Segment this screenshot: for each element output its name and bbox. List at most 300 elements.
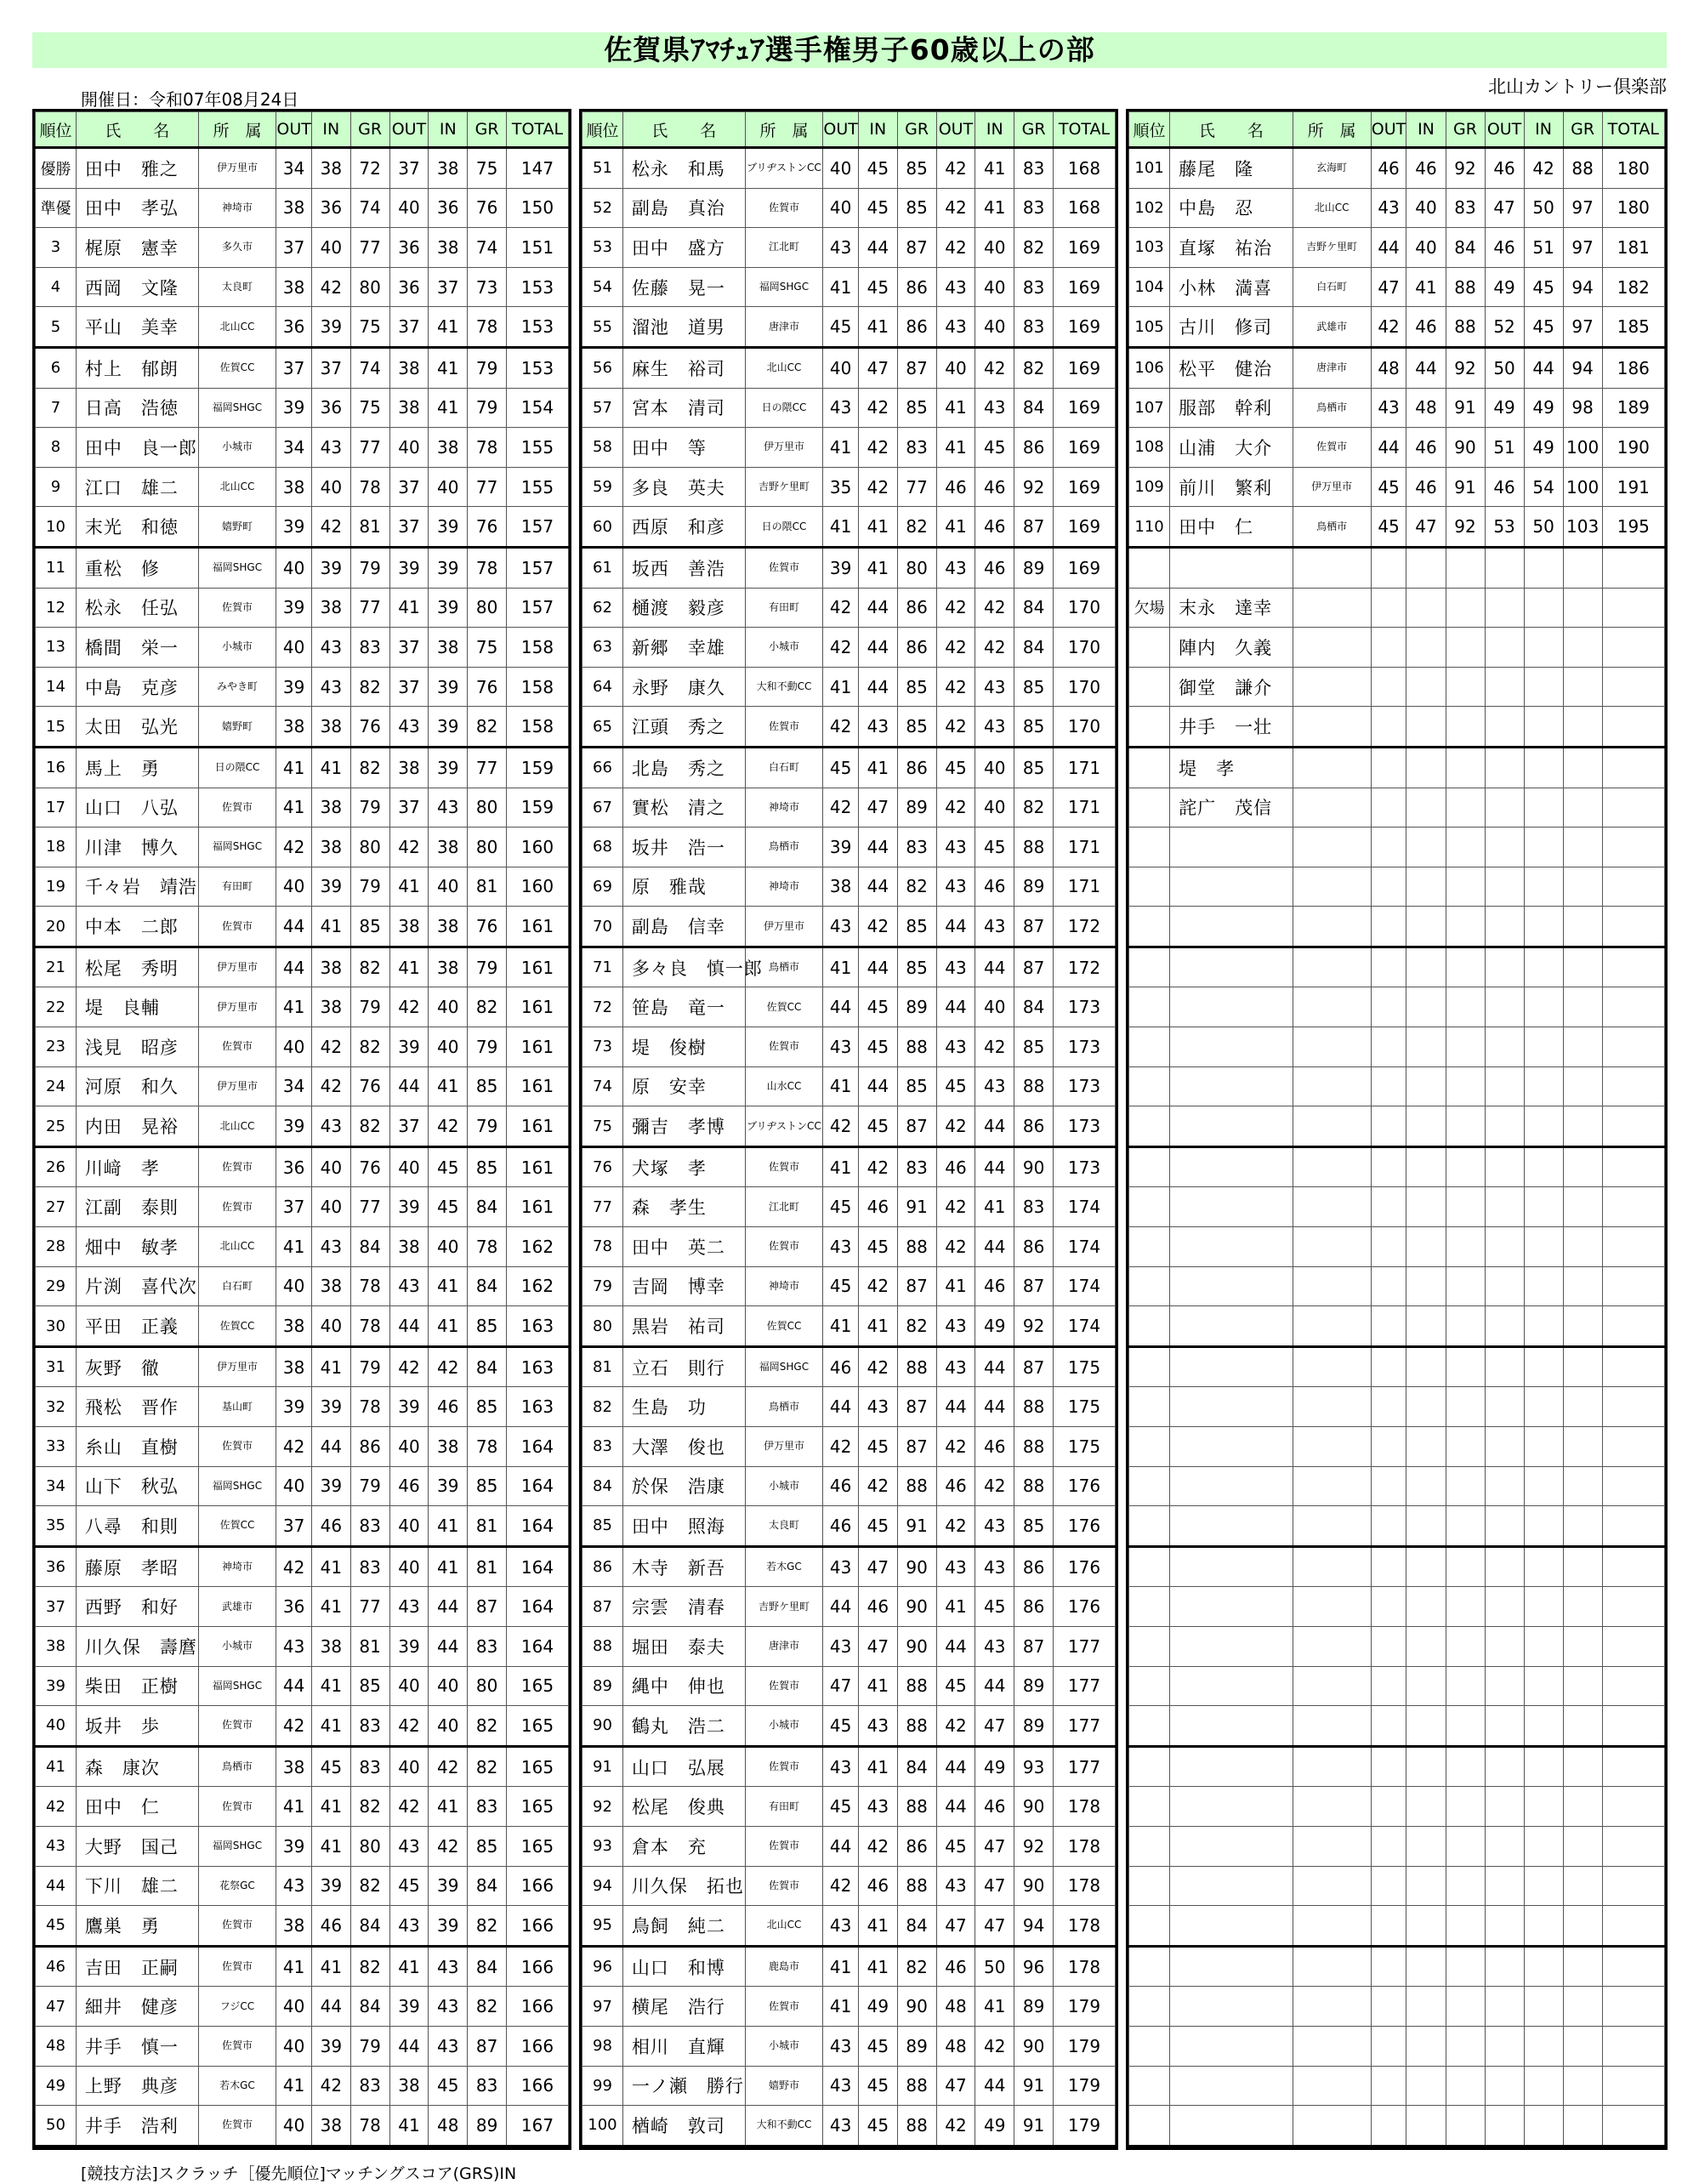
out-1: 43	[823, 388, 859, 428]
rank: 96	[582, 1946, 623, 1987]
empty-cell	[1485, 1427, 1524, 1467]
empty-cell	[1485, 707, 1524, 748]
player-name: 黒岩 祐司	[622, 1306, 745, 1347]
table-row	[36, 388, 569, 428]
empty-cell	[1371, 2026, 1406, 2066]
affiliation: 多久市	[198, 228, 276, 268]
rank: 54	[582, 267, 623, 307]
in-1: 39	[311, 1866, 350, 1906]
in-2: 38	[429, 628, 468, 668]
out-1: 43	[1371, 188, 1406, 228]
out-1: 42	[1371, 307, 1406, 348]
empty-cell	[1293, 1227, 1371, 1267]
empty-cell	[1170, 867, 1293, 907]
out-2: 38	[389, 907, 429, 947]
out-2: 42	[389, 1346, 429, 1387]
empty-cell	[1524, 1106, 1563, 1147]
out-1: 34	[276, 1066, 312, 1106]
empty-cell	[1170, 2066, 1293, 2106]
table-row	[582, 788, 1116, 828]
empty-cell	[1293, 747, 1371, 788]
gross-2: 79	[468, 388, 507, 428]
rank: 55	[582, 307, 623, 348]
gross-2: 76	[468, 907, 507, 947]
empty-cell	[1446, 1626, 1485, 1666]
table-row	[1129, 467, 1665, 507]
gross-2: 82	[468, 1706, 507, 1747]
in-2: 41	[429, 388, 468, 428]
out-1: 44	[276, 1666, 312, 1706]
table-row	[582, 1387, 1116, 1427]
gross-1: 84	[350, 1987, 389, 2027]
out-1: 37	[276, 228, 312, 268]
out-2: 40	[389, 428, 429, 468]
empty-cell	[1129, 547, 1170, 588]
empty-cell	[1170, 1666, 1293, 1706]
player-name: 於保 浩康	[622, 1466, 745, 1506]
gross-2: 85	[1014, 747, 1054, 788]
in-2: 39	[429, 1466, 468, 1506]
out-2: 40	[389, 188, 429, 228]
empty-cell	[1563, 2026, 1602, 2066]
total: 154	[506, 388, 568, 428]
gross-2: 87	[1014, 907, 1054, 947]
empty-cell	[1293, 867, 1371, 907]
empty-cell	[1446, 2066, 1485, 2106]
empty-cell	[1293, 1466, 1371, 1506]
gross-1: 90	[1446, 428, 1485, 468]
empty-cell	[1293, 1306, 1371, 1347]
empty-cell	[1170, 1427, 1293, 1467]
out-1: 38	[276, 188, 312, 228]
empty-cell	[1524, 1626, 1563, 1666]
empty-cell	[1446, 1346, 1485, 1387]
gross-2: 90	[1014, 1866, 1054, 1906]
table-row	[1129, 947, 1665, 987]
table-row	[36, 428, 569, 468]
player-name: 新郷 幸雄	[622, 628, 745, 668]
out-2: 42	[936, 628, 975, 668]
in-1: 41	[311, 907, 350, 947]
in-1: 42	[311, 2066, 350, 2106]
gross-2: 90	[1014, 2026, 1054, 2066]
table-row	[1129, 1866, 1665, 1906]
gross-1: 78	[350, 1266, 389, 1306]
empty-cell	[1602, 1187, 1664, 1227]
empty-cell	[1485, 1027, 1524, 1067]
empty-cell	[1524, 1346, 1563, 1387]
in-1: 46	[858, 1866, 897, 1906]
empty-cell	[1371, 1387, 1406, 1427]
empty-cell	[1563, 907, 1602, 947]
table-row	[36, 1346, 569, 1387]
in-2: 50	[1524, 188, 1563, 228]
empty-cell	[1293, 1906, 1371, 1947]
empty-cell	[1602, 2066, 1664, 2106]
in-1: 47	[858, 1546, 897, 1587]
affiliation: 佐賀市	[745, 1987, 823, 2027]
in-2: 46	[975, 547, 1014, 588]
in-2: 43	[975, 1626, 1014, 1666]
rank: 11	[36, 547, 77, 588]
table-row	[36, 148, 569, 189]
in-2: 40	[429, 867, 468, 907]
gross-1: 86	[897, 628, 936, 668]
empty-cell	[1170, 1706, 1293, 1747]
empty-cell	[1563, 588, 1602, 628]
table-row	[582, 148, 1116, 189]
out-2: 42	[389, 828, 429, 867]
empty-cell	[1170, 907, 1293, 947]
affiliation: 武雄市	[1293, 307, 1371, 348]
affiliation: 福岡SHGC	[745, 267, 823, 307]
in-2: 43	[975, 907, 1014, 947]
affiliation: 福岡SHGC	[198, 1666, 276, 1706]
rank: 63	[582, 628, 623, 668]
player-name: 平田 正義	[76, 1306, 198, 1347]
out-2: 39	[389, 1027, 429, 1067]
rank: 68	[582, 828, 623, 867]
empty-cell	[1446, 1946, 1485, 1987]
gross-2: 90	[1014, 1787, 1054, 1827]
table-row	[582, 1466, 1116, 1506]
out-1: 42	[823, 628, 859, 668]
empty-cell	[1563, 1387, 1602, 1427]
gross-1: 85	[350, 1666, 389, 1706]
affiliation: 吉野ケ里町	[745, 1587, 823, 1627]
empty-cell	[1129, 867, 1170, 907]
out-1: 38	[276, 1746, 312, 1787]
table-row	[582, 307, 1116, 348]
affiliation: 佐賀市	[745, 1866, 823, 1906]
empty-cell	[1406, 1387, 1446, 1427]
empty-cell	[1129, 1546, 1170, 1587]
table-row	[582, 1826, 1116, 1866]
gross-1: 92	[1446, 148, 1485, 189]
empty-cell	[1446, 1466, 1485, 1506]
out-2: 40	[389, 1427, 429, 1467]
total: 164	[506, 1546, 568, 1587]
empty-cell	[1406, 1266, 1446, 1306]
out-1: 39	[823, 547, 859, 588]
out-1: 40	[823, 347, 859, 388]
empty-cell	[1524, 1306, 1563, 1347]
empty-cell	[1524, 1427, 1563, 1467]
rank: 19	[36, 867, 77, 907]
in-1: 41	[858, 307, 897, 348]
gross-1: 88	[897, 1227, 936, 1267]
affiliation: 北山CC	[745, 1906, 823, 1947]
affiliation: 玄海町	[1293, 148, 1371, 189]
player-name: 堤 俊樹	[622, 1027, 745, 1067]
out-2: 49	[1485, 267, 1524, 307]
empty-cell	[1524, 828, 1563, 867]
empty-cell	[1446, 2026, 1485, 2066]
gross-2: 79	[468, 947, 507, 987]
in-1: 46	[1406, 428, 1446, 468]
table-row	[36, 547, 569, 588]
empty-cell	[1446, 1066, 1485, 1106]
total: 169	[1053, 428, 1115, 468]
gross-1: 76	[350, 1146, 389, 1187]
empty-cell	[1293, 628, 1371, 668]
in-1: 39	[311, 1466, 350, 1506]
affiliation: 佐賀市	[198, 907, 276, 947]
player-name: 立石 則行	[622, 1346, 745, 1387]
out-2: 46	[936, 1146, 975, 1187]
gross-2: 79	[468, 347, 507, 388]
gross-2: 83	[468, 1626, 507, 1666]
total: 171	[1053, 867, 1115, 907]
out-2: 37	[389, 148, 429, 189]
rank: 75	[582, 1106, 623, 1147]
affiliation: 佐賀CC	[745, 987, 823, 1027]
out-2: 43	[389, 1826, 429, 1866]
affiliation: 大和不動CC	[745, 2106, 823, 2147]
affiliation: 鳥栖市	[745, 828, 823, 867]
table-row	[582, 667, 1116, 707]
header-out-1: OUT	[1371, 112, 1406, 148]
rank: 49	[36, 2066, 77, 2106]
in-1: 42	[858, 428, 897, 468]
table-row	[1129, 628, 1665, 668]
table-row	[36, 307, 569, 348]
affiliation: 北山CC	[198, 467, 276, 507]
results-panel-3	[1126, 109, 1668, 2150]
gross-2: 92	[1014, 467, 1054, 507]
empty-cell	[1524, 788, 1563, 828]
empty-cell	[1524, 907, 1563, 947]
empty-cell	[1524, 1866, 1563, 1906]
empty-cell	[1485, 1946, 1524, 1987]
out-2: 41	[936, 428, 975, 468]
out-2: 43	[389, 1906, 429, 1947]
total: 155	[506, 467, 568, 507]
affiliation: 佐賀市	[198, 1706, 276, 1747]
empty-cell	[1371, 1306, 1406, 1347]
out-2: 46	[936, 1946, 975, 1987]
in-2: 46	[429, 1387, 468, 1427]
player-name: 片渕 喜代次	[76, 1266, 198, 1306]
affiliation: 北山CC	[1293, 188, 1371, 228]
gross-1: 88	[1446, 267, 1485, 307]
total: 157	[506, 588, 568, 628]
gross-1: 82	[350, 667, 389, 707]
out-1: 40	[276, 1027, 312, 1067]
out-1: 43	[823, 1906, 859, 1947]
empty-cell	[1563, 1306, 1602, 1347]
in-1: 38	[311, 987, 350, 1027]
empty-cell	[1524, 1666, 1563, 1706]
table-row	[1129, 1746, 1665, 1787]
player-name: 下川 雄二	[76, 1866, 198, 1906]
empty-cell	[1485, 1746, 1524, 1787]
gross-2: 87	[1014, 1266, 1054, 1306]
player-name: 溜池 道男	[622, 307, 745, 348]
total: 179	[1053, 2026, 1115, 2066]
affiliation: 佐賀CC	[198, 1506, 276, 1547]
out-1: 40	[276, 547, 312, 588]
total: 176	[1053, 1506, 1115, 1547]
gross-2: 81	[468, 1546, 507, 1587]
gross-1: 86	[897, 307, 936, 348]
out-2: 42	[389, 1787, 429, 1827]
player-name: 重松 修	[76, 547, 198, 588]
affiliation: 吉野ケ里町	[745, 467, 823, 507]
table-row	[36, 267, 569, 307]
rank: 26	[36, 1146, 77, 1187]
in-2: 45	[1524, 267, 1563, 307]
in-1: 43	[858, 1787, 897, 1827]
empty-cell	[1524, 867, 1563, 907]
player-name: 江口 雄二	[76, 467, 198, 507]
gross-1: 82	[350, 1106, 389, 1147]
empty-cell	[1446, 588, 1485, 628]
empty-cell	[1293, 1106, 1371, 1147]
header-total: TOTAL	[506, 112, 568, 148]
in-2: 44	[975, 1227, 1014, 1267]
gross-1: 83	[350, 1706, 389, 1747]
empty-cell	[1371, 1706, 1406, 1747]
empty-cell	[1129, 707, 1170, 748]
gross-1: 82	[350, 947, 389, 987]
gross-2: 84	[468, 1266, 507, 1306]
total: 161	[506, 947, 568, 987]
gross-2: 94	[1563, 267, 1602, 307]
empty-cell	[1446, 747, 1485, 788]
rank: 45	[36, 1906, 77, 1947]
table-row	[36, 1546, 569, 1587]
rank: 93	[582, 1826, 623, 1866]
empty-cell	[1371, 1427, 1406, 1467]
table-row	[36, 1066, 569, 1106]
table-row	[1129, 347, 1665, 388]
rank: 95	[582, 1906, 623, 1947]
affiliation: 神埼市	[745, 1266, 823, 1306]
in-1: 38	[311, 947, 350, 987]
gross-2: 84	[468, 1946, 507, 1987]
gross-2: 84	[1014, 388, 1054, 428]
table-row	[36, 747, 569, 788]
table-row	[36, 667, 569, 707]
empty-cell	[1129, 1066, 1170, 1106]
out-2: 46	[936, 467, 975, 507]
table-row	[1129, 1106, 1665, 1147]
in-2: 47	[975, 1826, 1014, 1866]
player-name: 江副 泰則	[76, 1187, 198, 1227]
empty-cell	[1524, 1506, 1563, 1547]
empty-cell	[1293, 1746, 1371, 1787]
rank: 58	[582, 428, 623, 468]
gross-1: 80	[350, 1826, 389, 1866]
in-2: 43	[975, 667, 1014, 707]
empty-cell	[1602, 547, 1664, 588]
absent-player-name: 井手 一壮	[1170, 707, 1293, 748]
gross-1: 82	[350, 747, 389, 788]
empty-cell	[1406, 1506, 1446, 1547]
in-1: 41	[311, 1706, 350, 1747]
footer-note: [競技方法]スクラッチ［優先順位]マッチングスコア(GRS)IN	[81, 2164, 517, 2183]
table-row	[1129, 1587, 1665, 1627]
player-name: 田中 良一郎	[76, 428, 198, 468]
empty-cell	[1170, 2026, 1293, 2066]
out-1: 43	[823, 1027, 859, 1067]
total: 177	[1053, 1746, 1115, 1787]
in-2: 42	[1524, 148, 1563, 189]
empty-cell	[1524, 707, 1563, 748]
header-gross-1: GR	[350, 112, 389, 148]
player-name: 田中 等	[622, 428, 745, 468]
empty-cell	[1293, 2026, 1371, 2066]
out-2: 42	[936, 228, 975, 268]
affiliation: 嬉野市	[745, 2066, 823, 2106]
rank: 43	[36, 1826, 77, 1866]
total: 171	[1053, 788, 1115, 828]
rank: 86	[582, 1546, 623, 1587]
gross-2: 78	[468, 428, 507, 468]
empty-cell	[1485, 1666, 1524, 1706]
header-out-2: OUT	[936, 112, 975, 148]
empty-cell	[1602, 1906, 1664, 1947]
empty-cell	[1524, 947, 1563, 987]
empty-cell	[1485, 947, 1524, 987]
gross-1: 87	[897, 1427, 936, 1467]
out-2: 45	[936, 1066, 975, 1106]
table-row	[36, 907, 569, 947]
player-name: 横尾 浩行	[622, 1987, 745, 2027]
in-1: 45	[858, 1506, 897, 1547]
table-row	[582, 2066, 1116, 2106]
empty-cell	[1293, 1946, 1371, 1987]
rank: 81	[582, 1346, 623, 1387]
out-1: 41	[823, 1946, 859, 1987]
in-2: 40	[975, 788, 1014, 828]
out-1: 44	[276, 947, 312, 987]
affiliation: 鳥栖市	[198, 1746, 276, 1787]
out-2: 43	[936, 828, 975, 867]
in-2: 49	[975, 1306, 1014, 1347]
player-name: 吉田 正嗣	[76, 1946, 198, 1987]
empty-cell	[1602, 1787, 1664, 1827]
out-2: 44	[389, 2026, 429, 2066]
affiliation: 有田町	[745, 1787, 823, 1827]
gross-2: 81	[468, 867, 507, 907]
empty-cell	[1371, 2066, 1406, 2106]
empty-cell	[1602, 1466, 1664, 1506]
player-name: 相川 直輝	[622, 2026, 745, 2066]
in-2: 44	[429, 1626, 468, 1666]
in-2: 42	[975, 1027, 1014, 1067]
in-2: 46	[975, 1266, 1014, 1306]
empty-cell	[1524, 747, 1563, 788]
player-name: 井手 浩利	[76, 2106, 198, 2147]
rank: 10	[36, 507, 77, 548]
in-2: 48	[429, 2106, 468, 2147]
table-row	[1129, 307, 1665, 348]
player-name: 中島 克彦	[76, 667, 198, 707]
in-1: 46	[311, 1906, 350, 1947]
gross-2: 85	[468, 1826, 507, 1866]
player-name: 山口 弘展	[622, 1746, 745, 1787]
gross-2: 87	[1014, 507, 1054, 548]
player-name: 中本 二郎	[76, 907, 198, 947]
table-row	[582, 1787, 1116, 1827]
gross-2: 83	[468, 1787, 507, 1827]
empty-cell	[1406, 1227, 1446, 1267]
empty-cell	[1406, 1306, 1446, 1347]
empty-cell	[1129, 1387, 1170, 1427]
out-2: 53	[1485, 507, 1524, 548]
